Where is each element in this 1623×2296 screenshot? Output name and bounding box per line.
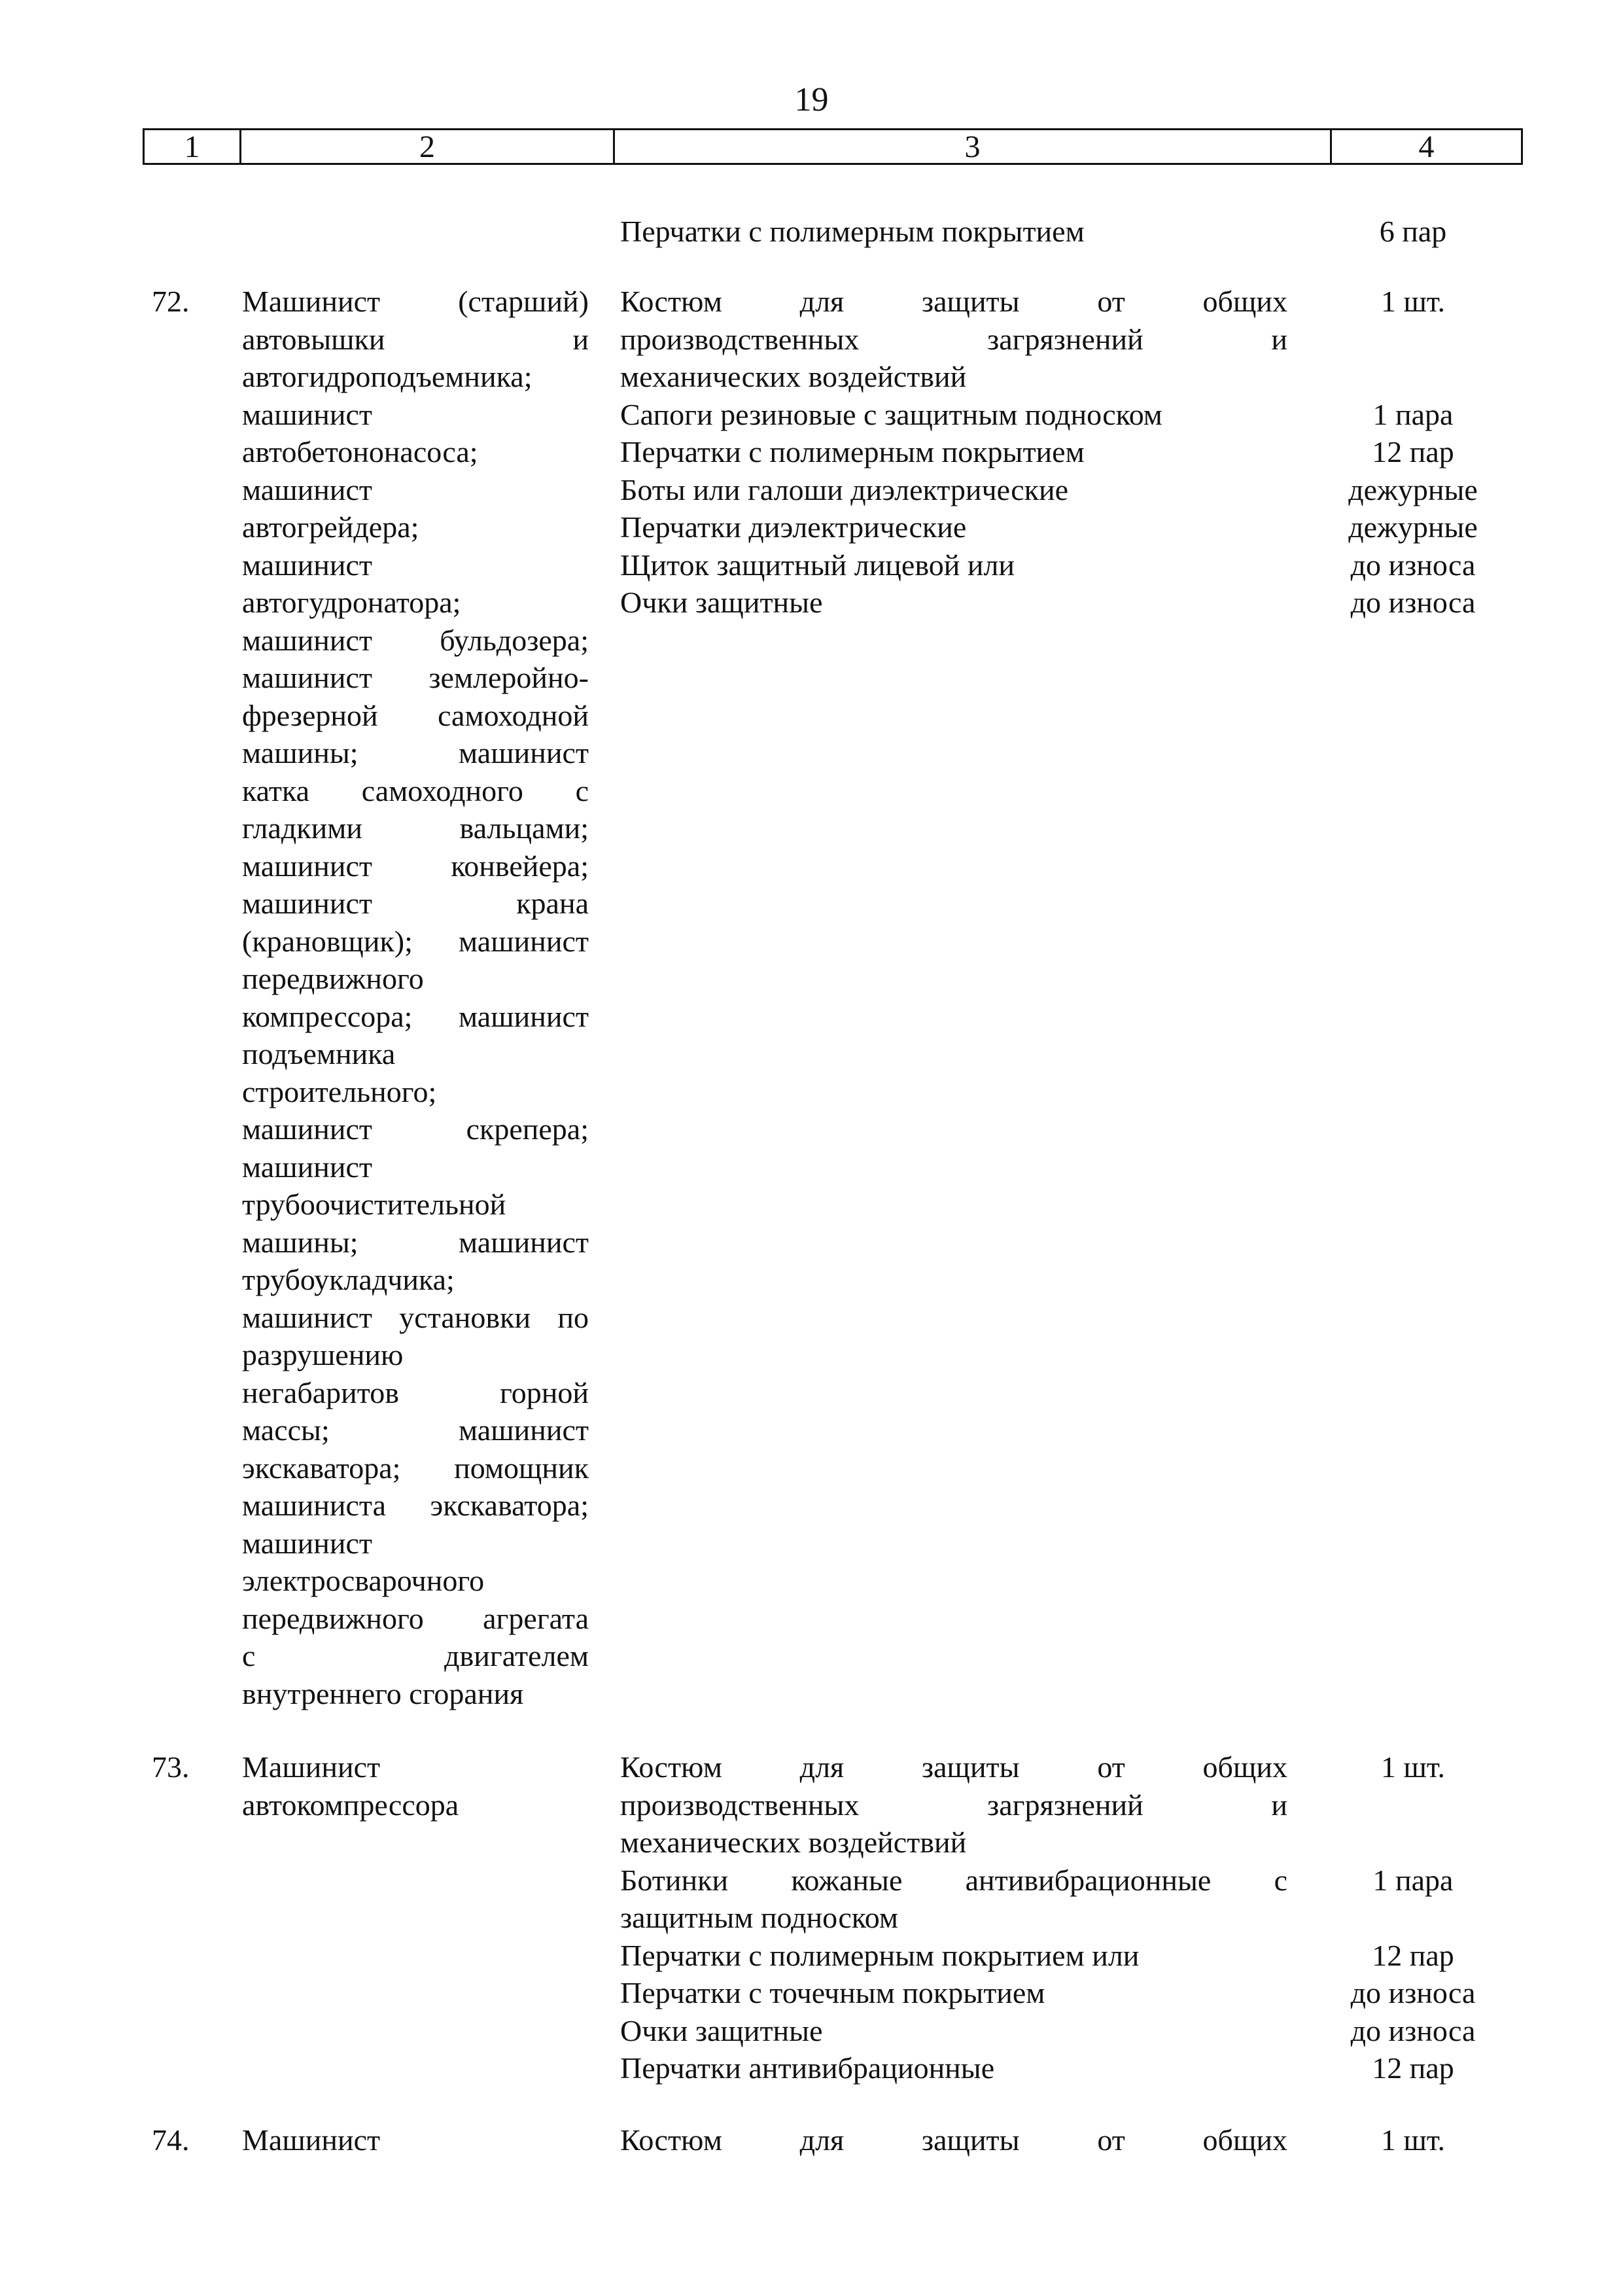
item-line: Перчатки с полимерным покрытием [620,215,1085,248]
profession-line: машины; машинист [242,1225,589,1259]
entry-72-number: 72. [152,285,190,318]
entry-74-number: 74. [152,2123,190,2157]
entry-73-qty-3: 12 пар [1372,1939,1454,1972]
entry-72-qty-1: 1 шт. [1380,285,1446,318]
profession-line: машинист [242,472,373,506]
entry-73-qty-1: 1 шт. [1380,1750,1446,1784]
item-line: защитным подноском [620,1901,898,1934]
profession-line: машины; машинист [242,736,589,769]
profession-line: массы; машинист [242,1413,589,1447]
item-line: Перчатки с полимерным покрытием [620,435,1085,468]
item-line: Костюм для защиты от общих [620,285,1287,318]
entry-74-profession [242,2121,589,2159]
profession-line: машинист [242,1526,373,1560]
profession-line: Машинист (старший) [242,285,589,318]
item-line: Перчатки антивибрационные [620,2051,995,2085]
profession-line: (крановщик); машинист [242,924,589,958]
profession-line: подъемника [242,1037,396,1070]
entry-73-items [620,1748,1287,2087]
profession-line: автовышки и [242,322,589,356]
profession-line: автобетононасоса; [242,435,478,468]
entry-72-qty-6: до износа [1350,548,1476,582]
profession-line: машинист крана [242,887,589,920]
entry-72-items [620,283,1287,622]
entry-73-number: 73. [152,1750,190,1784]
header-col-3: 3 [615,130,1332,163]
table-header-row [143,128,1523,165]
entry-72-qty-2: 1 пара [1372,398,1454,431]
profession-line: машинист [242,397,373,431]
header-col-1: 1 [145,130,241,163]
profession-line: машиниста экскаватора; [242,1489,589,1522]
profession-line: автогудронатора; [242,586,461,619]
continuation-qty: 6 пар [1379,215,1447,248]
entry-72-qty-4: дежурные [1348,473,1478,506]
profession-line: Машинист [242,1750,381,1784]
profession-line: разрушению [242,1338,404,1371]
profession-line: внутреннего сгорания [242,1676,524,1710]
entry-73-profession [242,1748,589,1824]
profession-line: автогидроподъемника; [242,360,532,393]
item-line: Ботинки кожаные антивибрационные с [620,1863,1287,1897]
profession-line: Машинист [242,2123,381,2157]
profession-line: машинист землеройно- [242,661,589,694]
profession-line: автокомпрессора [242,1788,459,1822]
profession-line: с двигателем [242,1639,589,1672]
entry-73-qty-4: до износа [1350,1976,1476,2009]
profession-line: передвижного агрегата [242,1601,589,1635]
item-line: Перчатки диэлектрические [620,510,967,544]
item-line: Костюм для защиты от общих [620,1750,1287,1784]
item-line: Боты или галоши диэлектрические [620,472,1069,506]
item-line: Перчатки с точечным покрытием [620,1976,1045,2009]
profession-line: машинист скрепера; [242,1112,589,1146]
profession-line: машинист [242,1150,373,1184]
item-line: производственных загрязнений и [620,322,1287,356]
item-line: Очки защитные [620,586,823,619]
entry-72-qty-3: 12 пар [1372,435,1454,468]
header-col-2: 2 [241,130,615,163]
profession-line: электросварочного [242,1564,485,1597]
profession-line: машинист бульдозера; [242,623,589,657]
item-line: Щиток защитный лицевой или [620,548,1015,582]
profession-line: автогрейдера; [242,510,419,544]
item-line: производственных загрязнений и [620,1788,1287,1822]
profession-line: трубоочистительной [242,1188,506,1221]
item-line: механических воздействий [620,1826,967,1859]
header-col-4: 4 [1418,130,1435,164]
profession-line: гладкими вальцами; [242,811,589,845]
entry-72-qty-5: дежурные [1348,510,1478,544]
profession-line: негабаритов горной [242,1375,589,1409]
entry-73-qty-5: до износа [1350,2014,1476,2047]
item-line: Костюм для защиты от общих [620,2123,1287,2157]
item-line: Перчатки с полимерным покрытием или [620,1938,1140,1972]
entry-72-profession [242,283,589,1712]
profession-line: компрессора; машинист [242,999,589,1033]
entry-74-qty-1: 1 шт. [1380,2123,1446,2157]
profession-line: катка самоходного с [242,773,589,807]
entry-74-items [620,2121,1287,2159]
profession-line: трубоукладчика; [242,1263,455,1296]
item-line: Очки защитные [620,2013,823,2047]
entry-72-qty-7: до износа [1350,586,1476,619]
profession-line: фрезерной самоходной [242,698,589,732]
page-number: 19 [794,81,829,118]
item-line: Сапоги резиновые с защитным подноском [620,397,1162,431]
entry-73-qty-2: 1 пара [1372,1863,1454,1897]
profession-line: передвижного [242,962,424,995]
continuation-item [620,213,1287,251]
item-line: механических воздействий [620,360,967,393]
entry-73-qty-6: 12 пар [1372,2051,1454,2085]
profession-line: машинист установки по [242,1300,589,1334]
profession-line: машинист [242,548,373,582]
profession-line: строительного; [242,1074,437,1108]
profession-line: экскаватора; помощник [242,1451,589,1485]
profession-line: машинист конвейера; [242,849,589,883]
